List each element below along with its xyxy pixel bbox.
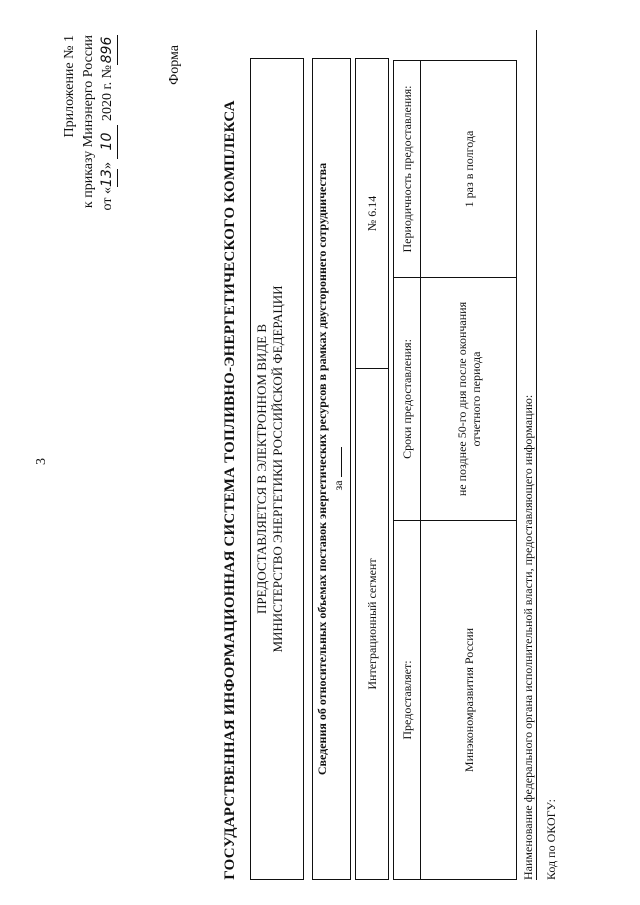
cell-provider: Минэкономразвития России — [421, 521, 517, 880]
segment-number: № 6.14 — [364, 195, 379, 232]
period-label: за — [331, 480, 345, 491]
period-blank — [341, 447, 342, 477]
header-deadline: Сроки предоставления: — [394, 278, 421, 521]
form-title-box — [312, 58, 351, 880]
period-line — [331, 59, 346, 879]
gis-title: ГОСУДАРСТВЕННАЯ ИНФОРМАЦИОННАЯ СИСТЕМА ТОПЛИВНО-ЭНЕРГЕТИЧЕСКОГО КОМПЛЕКСА — [222, 100, 238, 880]
header-provider: Предоставляет: — [394, 521, 421, 880]
submit-line2: МИНИСТЕРСТВО ЭНЕРГЕТИКИ РОССИЙСКОЙ ФЕДЕРАЦИИ — [270, 285, 285, 653]
annex-day: 13 — [98, 169, 118, 187]
annex-date-mid1: » — [100, 162, 115, 170]
annex-line2: к приказу Минэнерго России — [81, 35, 96, 209]
segment-label: Интеграционный сегмент — [356, 368, 388, 879]
annex-line1: Приложение № 1 — [62, 35, 77, 138]
annex-block — [60, 35, 118, 235]
submit-box — [250, 58, 304, 880]
table-row — [421, 61, 517, 880]
form-label: Форма — [167, 45, 182, 85]
header-frequency: Периодичность предоставления: — [394, 61, 421, 278]
table-header-row — [394, 61, 421, 880]
okogu-line: Код по ОКОГУ: — [544, 799, 558, 880]
page-number: 3 — [34, 458, 49, 465]
segment-box — [355, 58, 389, 880]
form-title: Сведения об относительных объемах поставок энергетических ресурсов в рамках двустороннего сотрудничества — [315, 162, 329, 776]
cell-frequency: 1 раз в полгода — [421, 61, 517, 278]
annex-date-prefix: от « — [100, 187, 115, 211]
annex-number: 896 — [98, 35, 118, 65]
submit-line1: ПРЕДОСТАВЛЯЕТСЯ В ЭЛЕКТРОННОМ ВИДЕ В — [254, 323, 269, 615]
annex-date-mid2: 2020 г. № — [100, 65, 115, 122]
annex-month: 10 — [98, 125, 118, 159]
org-name-line: Наименование федерального органа исполнительной власти, предоставляющего информацию: — [520, 30, 537, 880]
info-table — [393, 60, 517, 880]
cell-deadline: не позднее 50-го дня после окончания отчетного периода — [421, 278, 517, 521]
annex-line3 — [98, 35, 118, 235]
